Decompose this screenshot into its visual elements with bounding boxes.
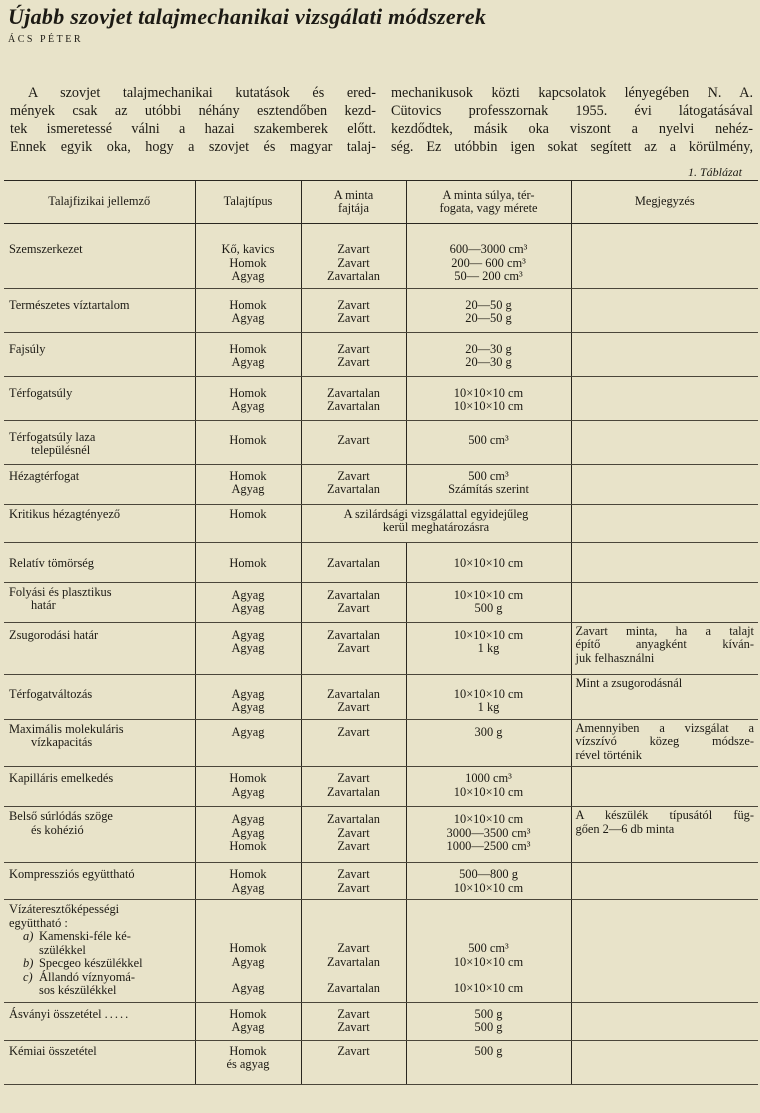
sample-size: 10×10×10 cm bbox=[453, 555, 524, 570]
property-line: Kompressziós együttható bbox=[9, 867, 135, 881]
property-line: Ásványi összetétel bbox=[9, 1006, 102, 1021]
sample-size: 500 cm³ bbox=[468, 468, 509, 483]
cell-sample-size bbox=[406, 582, 571, 622]
sample-size: 500 g bbox=[474, 601, 503, 615]
property-line: Kémiai összetétel bbox=[9, 1043, 97, 1058]
property-line: Kapilláris emelkedés bbox=[9, 771, 114, 785]
cell-note-span bbox=[301, 504, 571, 542]
sub-item-label: c) bbox=[23, 969, 33, 984]
remark-line: A készülék típusától füg- bbox=[575, 808, 754, 822]
soil-type: Agyag bbox=[231, 1020, 265, 1034]
sample-kind: Zavart bbox=[337, 1020, 370, 1034]
sample-size: 10×10×10 cm bbox=[453, 812, 524, 826]
cell-soil-type bbox=[195, 582, 301, 622]
cell-soil-type bbox=[195, 224, 301, 289]
cell-sample-kind bbox=[301, 1040, 406, 1084]
sample-kind: Zavart bbox=[337, 242, 370, 256]
cell-soil-type bbox=[195, 622, 301, 674]
table-row bbox=[4, 1002, 758, 1040]
cell-sample-kind bbox=[301, 767, 406, 807]
cell-property bbox=[4, 582, 195, 622]
property-sub-line bbox=[9, 944, 191, 958]
property-line: és kohézió bbox=[31, 822, 84, 837]
cell-sample-kind bbox=[301, 224, 406, 289]
property-line: Belső súrlódás szöge bbox=[9, 809, 113, 823]
table-row bbox=[4, 863, 758, 900]
property-line: Zsugorodási határ bbox=[9, 627, 99, 642]
sample-kind: Zavart bbox=[337, 867, 370, 881]
cell-remark bbox=[571, 674, 758, 719]
cell-property bbox=[4, 504, 195, 542]
sub-item-text: Állandó víznyomá- bbox=[39, 969, 136, 984]
table-row bbox=[4, 420, 758, 464]
soil-type: Homok bbox=[229, 1006, 267, 1021]
soil-type: Agyag bbox=[231, 724, 265, 739]
cell-remark bbox=[571, 504, 758, 542]
sample-size: 200— 600 cm³ bbox=[451, 255, 526, 270]
remark-line: rével történik bbox=[575, 747, 642, 762]
cell-sample-kind bbox=[301, 1002, 406, 1040]
cell-sample-size bbox=[406, 332, 571, 376]
cell-property bbox=[4, 376, 195, 420]
sample-kind: Zavart bbox=[337, 255, 370, 270]
cell-sample-kind bbox=[301, 332, 406, 376]
cell-sample-size bbox=[406, 288, 571, 332]
table-row bbox=[4, 582, 758, 622]
cell-remark bbox=[571, 863, 758, 900]
cell-sample-size bbox=[406, 767, 571, 807]
span-note-line: A szilárdsági vizsgálattal egyidejűleg bbox=[343, 506, 529, 521]
sample-size: Számítás szerint bbox=[448, 482, 529, 496]
sample-size: 1 kg bbox=[477, 641, 500, 655]
cell-property bbox=[4, 420, 195, 464]
cell-sample-kind bbox=[301, 622, 406, 674]
cell-remark bbox=[571, 288, 758, 332]
cell-soil-type bbox=[195, 1002, 301, 1040]
cell-property bbox=[4, 674, 195, 719]
cell-sample-kind bbox=[301, 288, 406, 332]
intro-line: ség. Ez utóbbin igen sokat segített az a körülmény, bbox=[391, 139, 753, 155]
soil-type: Agyag bbox=[231, 784, 265, 799]
intro-line: Ennek egyik oka, hogy a szovjet és magyar talaj- bbox=[10, 139, 376, 155]
property-line: vízkapacitás bbox=[31, 735, 93, 749]
cell-property bbox=[4, 542, 195, 582]
header-line: A minta bbox=[333, 187, 374, 202]
sub-item-text: szülékkel bbox=[39, 942, 86, 957]
table-row bbox=[4, 719, 758, 767]
cell-soil-type bbox=[195, 767, 301, 807]
sample-size: 10×10×10 cm bbox=[453, 385, 524, 400]
table-row bbox=[4, 622, 758, 674]
sample-size: 1 kg bbox=[477, 700, 500, 714]
cell-sample-kind bbox=[301, 807, 406, 863]
sample-kind: Zavartalan bbox=[327, 686, 380, 701]
cell-remark bbox=[571, 332, 758, 376]
intro-line: kezdődtek, másik oka viszont a nyelvi nehéz- bbox=[391, 121, 753, 137]
property-line: Szemszerkezet bbox=[9, 242, 83, 256]
table-row bbox=[4, 674, 758, 719]
cell-soil-type bbox=[195, 674, 301, 719]
property-line: Relatív tömörség bbox=[9, 555, 94, 570]
cell-soil-type bbox=[195, 504, 301, 542]
sample-size: 600—3000 cm³ bbox=[449, 242, 528, 256]
soil-type: Homok bbox=[229, 297, 267, 312]
sample-size: 3000—3500 cm³ bbox=[446, 825, 531, 840]
sample-size: 500 cm³ bbox=[468, 432, 509, 447]
cell-soil-type bbox=[195, 542, 301, 582]
sample-size: 10×10×10 cm bbox=[453, 784, 524, 799]
soil-type: Agyag bbox=[231, 880, 265, 895]
sample-kind: Zavartalan bbox=[327, 555, 380, 570]
cell-remark bbox=[571, 420, 758, 464]
soil-type: Kő, kavics bbox=[221, 242, 275, 256]
cell-soil-type bbox=[195, 464, 301, 504]
remark-line: vízszívó közeg módsze- bbox=[575, 734, 754, 748]
sample-kind: Zavart bbox=[337, 839, 370, 853]
cell-sample-size bbox=[406, 622, 571, 674]
header-soil-type: Talajtípus bbox=[195, 181, 301, 224]
intro-line: tek ismeretessé válni a hazai szakemberek előtt. bbox=[10, 121, 376, 137]
sample-size: 300 g bbox=[474, 724, 503, 739]
cell-property bbox=[4, 288, 195, 332]
table-row bbox=[4, 288, 758, 332]
soil-type: Agyag bbox=[231, 700, 265, 714]
soil-type: Homok bbox=[229, 255, 267, 270]
sample-kind: Zavart bbox=[337, 341, 370, 356]
sample-kind: Zavart bbox=[337, 724, 370, 739]
sample-kind: Zavart bbox=[337, 355, 370, 369]
property-line: Kritikus hézagtényező bbox=[9, 506, 121, 521]
remark-line: Zavart minta, ha a talajt bbox=[575, 623, 754, 638]
cell-sample-size bbox=[406, 807, 571, 863]
sample-size: 1000 cm³ bbox=[465, 771, 512, 785]
cell-remark bbox=[571, 1040, 758, 1084]
header-sample-size bbox=[406, 181, 571, 224]
remark-line: juk felhasználni bbox=[575, 650, 655, 665]
table-row bbox=[4, 807, 758, 863]
cell-sample-kind bbox=[301, 542, 406, 582]
sample-kind: Zavart bbox=[337, 297, 370, 312]
intro-line: Cütovics professzornak 1955. évi látogatásával bbox=[391, 103, 753, 119]
cell-sample-kind bbox=[301, 674, 406, 719]
sample-kind: Zavartalan bbox=[327, 812, 380, 826]
sub-item-text: Specgeo készülékkel bbox=[39, 956, 143, 970]
sample-size: 500 g bbox=[474, 1043, 503, 1058]
cell-property bbox=[4, 332, 195, 376]
intro-line: mények csak az utóbbi néhány esztendőben kezd- bbox=[10, 103, 376, 119]
sub-item-text: Kamenski-féle ké- bbox=[39, 929, 131, 943]
sample-size: 20—30 g bbox=[465, 341, 512, 356]
cell-soil-type bbox=[195, 420, 301, 464]
cell-soil-type bbox=[195, 288, 301, 332]
sample-kind: Zavartalan bbox=[327, 399, 380, 413]
leader-dots: ..... bbox=[104, 1006, 131, 1021]
sample-kind: Zavartalan bbox=[327, 954, 380, 969]
soil-type: Agyag bbox=[231, 981, 265, 995]
sample-kind: Zavart bbox=[337, 1006, 370, 1021]
sample-kind: Zavartalan bbox=[327, 587, 380, 602]
remark-line: építő anyagként kíván- bbox=[575, 637, 754, 651]
table-row bbox=[4, 1040, 758, 1084]
header-remark: Megjegyzés bbox=[571, 181, 758, 224]
sample-kind: Zavart bbox=[337, 825, 370, 840]
cell-remark bbox=[571, 542, 758, 582]
sample-kind: Zavart bbox=[337, 641, 370, 655]
sample-size: 10×10×10 cm bbox=[453, 587, 524, 602]
sample-size: 10×10×10 cm bbox=[453, 627, 524, 642]
header-line: A minta súlya, tér- bbox=[442, 187, 535, 202]
sub-item-label: a) bbox=[23, 929, 34, 943]
soil-type: Agyag bbox=[231, 954, 265, 969]
sample-kind: Zavart bbox=[337, 700, 370, 714]
intro-line: A szovjet talajmechanikai kutatások és ered- bbox=[28, 85, 376, 101]
remark-line: Mint a zsugorodásnál bbox=[575, 675, 683, 690]
cell-remark bbox=[571, 900, 758, 1003]
table-row bbox=[4, 224, 758, 289]
cell-sample-size bbox=[406, 1002, 571, 1040]
sample-size: 10×10×10 cm bbox=[453, 686, 524, 701]
soil-type: Agyag bbox=[231, 825, 265, 840]
cell-sample-size bbox=[406, 863, 571, 900]
soil-type: Homok bbox=[229, 771, 267, 785]
cell-sample-kind bbox=[301, 464, 406, 504]
cell-sample-size bbox=[406, 420, 571, 464]
cell-property bbox=[4, 900, 195, 1003]
soil-type: és agyag bbox=[226, 1057, 270, 1071]
sample-kind: Zavart bbox=[337, 941, 370, 955]
intro-column-right bbox=[391, 84, 753, 156]
header-property: Talajfizikai jellemző bbox=[4, 181, 195, 224]
soil-type: Homok bbox=[229, 385, 267, 400]
sample-size: 500 g bbox=[474, 1020, 503, 1034]
property-line: Folyási és plasztikus bbox=[9, 584, 112, 599]
sample-size: 50— 200 cm³ bbox=[454, 269, 523, 283]
intro-column-left bbox=[10, 84, 376, 156]
cell-soil-type bbox=[195, 863, 301, 900]
soil-type: Homok bbox=[229, 468, 267, 483]
cell-sample-size bbox=[406, 674, 571, 719]
cell-sample-kind bbox=[301, 863, 406, 900]
article-author: ÁCS PÉTER bbox=[8, 34, 84, 45]
property-line: együttható : bbox=[9, 915, 68, 930]
table-row bbox=[4, 376, 758, 420]
property-line: Vízáteresztőképességi bbox=[9, 902, 120, 916]
sample-size: 500 g bbox=[474, 1006, 503, 1021]
soil-type: Agyag bbox=[231, 311, 265, 325]
sample-kind: Zavart bbox=[337, 880, 370, 895]
span-note-line: kerül meghatározásra bbox=[382, 520, 490, 534]
cell-soil-type bbox=[195, 807, 301, 863]
soil-type: Agyag bbox=[231, 627, 265, 642]
table-body bbox=[4, 224, 758, 1085]
table-row bbox=[4, 332, 758, 376]
cell-remark bbox=[571, 464, 758, 504]
property-line: Fajsúly bbox=[9, 341, 46, 356]
cell-property bbox=[4, 464, 195, 504]
sample-kind: Zavart bbox=[337, 432, 370, 447]
property-line: Térfogatsúly laza bbox=[9, 429, 96, 444]
cell-property bbox=[4, 863, 195, 900]
cell-remark bbox=[571, 224, 758, 289]
table-row bbox=[4, 542, 758, 582]
cell-soil-type bbox=[195, 719, 301, 767]
header-line: fogata, vagy mérete bbox=[439, 201, 538, 215]
soil-type: Homok bbox=[229, 555, 267, 570]
sample-kind: Zavart bbox=[337, 311, 370, 325]
cell-property bbox=[4, 224, 195, 289]
soil-type: Agyag bbox=[231, 641, 265, 655]
sample-size: 500 cm³ bbox=[468, 941, 509, 955]
soil-type: Homok bbox=[229, 432, 267, 447]
header-line: fajtája bbox=[338, 201, 369, 215]
soil-type: Agyag bbox=[231, 601, 265, 615]
header-sample-kind bbox=[301, 181, 406, 224]
cell-property bbox=[4, 719, 195, 767]
sample-kind: Zavartalan bbox=[327, 627, 380, 642]
article-title: Újabb szovjet talajmechanikai vizsgálati módszerek bbox=[8, 4, 487, 29]
sample-kind: Zavart bbox=[337, 468, 370, 483]
sample-kind: Zavartalan bbox=[327, 385, 380, 400]
remark-line: Amennyiben a vizsgálat a bbox=[575, 720, 754, 735]
cell-property bbox=[4, 1002, 195, 1040]
sample-kind: Zavartalan bbox=[327, 784, 380, 799]
sample-kind: Zavartalan bbox=[327, 482, 380, 496]
cell-property bbox=[4, 622, 195, 674]
property-line: határ bbox=[31, 598, 56, 612]
cell-soil-type bbox=[195, 376, 301, 420]
soil-type: Homok bbox=[229, 941, 267, 955]
cell-remark bbox=[571, 719, 758, 767]
cell-sample-size bbox=[406, 464, 571, 504]
table-caption: 1. Táblázat bbox=[687, 165, 742, 179]
sample-size: 1000—2500 cm³ bbox=[446, 839, 531, 853]
soil-type: Agyag bbox=[231, 686, 265, 701]
soil-type: Agyag bbox=[231, 587, 265, 602]
cell-sample-kind bbox=[301, 900, 406, 1003]
property-sub-line bbox=[9, 957, 191, 971]
soil-type: Agyag bbox=[231, 482, 265, 496]
cell-sample-size bbox=[406, 376, 571, 420]
cell-remark bbox=[571, 767, 758, 807]
soil-type: Agyag bbox=[231, 399, 265, 413]
soil-type: Homok bbox=[229, 506, 267, 521]
cell-sample-size bbox=[406, 1040, 571, 1084]
sample-size: 20—50 g bbox=[465, 311, 512, 325]
cell-sample-kind bbox=[301, 582, 406, 622]
property-sub-line bbox=[9, 971, 191, 985]
cell-sample-kind bbox=[301, 719, 406, 767]
soil-type: Homok bbox=[229, 341, 267, 356]
property-sub-line bbox=[9, 984, 191, 998]
cell-sample-size bbox=[406, 224, 571, 289]
soil-type: Agyag bbox=[231, 812, 265, 826]
cell-property bbox=[4, 807, 195, 863]
cell-property bbox=[4, 767, 195, 807]
cell-sample-size bbox=[406, 542, 571, 582]
table-row bbox=[4, 464, 758, 504]
soil-type: Homok bbox=[229, 1043, 267, 1058]
sample-size: 10×10×10 cm bbox=[453, 981, 524, 995]
cell-remark bbox=[571, 1002, 758, 1040]
sample-kind: Zavartalan bbox=[327, 269, 380, 283]
remark-line: gően 2—6 db minta bbox=[575, 821, 675, 836]
sample-size: 10×10×10 cm bbox=[453, 880, 524, 895]
sample-size: 10×10×10 cm bbox=[453, 399, 524, 413]
soil-test-table bbox=[4, 180, 758, 1085]
sample-kind: Zavart bbox=[337, 601, 370, 615]
cell-remark bbox=[571, 582, 758, 622]
sub-item-text: sos készülékkel bbox=[39, 983, 117, 997]
property-line: Maximális molekuláris bbox=[9, 721, 124, 736]
cell-remark bbox=[571, 376, 758, 420]
cell-sample-kind bbox=[301, 376, 406, 420]
property-line: Térfogatváltozás bbox=[9, 686, 93, 701]
cell-sample-size bbox=[406, 900, 571, 1003]
property-line: Természetes víztartalom bbox=[9, 297, 130, 312]
cell-remark bbox=[571, 622, 758, 674]
cell-soil-type bbox=[195, 1040, 301, 1084]
property-line: településnél bbox=[31, 443, 91, 457]
cell-sample-kind bbox=[301, 420, 406, 464]
intro-line: mechanikusok közti kapcsolatok lényegében N. A. bbox=[391, 85, 753, 101]
cell-property bbox=[4, 1040, 195, 1084]
cell-remark bbox=[571, 807, 758, 863]
table-row bbox=[4, 767, 758, 807]
table-row bbox=[4, 900, 758, 1003]
cell-soil-type bbox=[195, 332, 301, 376]
property-line: Térfogatsúly bbox=[9, 385, 73, 400]
cell-sample-size bbox=[406, 719, 571, 767]
sample-kind: Zavart bbox=[337, 1043, 370, 1058]
sample-size: 10×10×10 cm bbox=[453, 954, 524, 969]
property-line-wrap bbox=[9, 1008, 191, 1022]
sample-kind: Zavartalan bbox=[327, 981, 380, 995]
soil-type: Agyag bbox=[231, 355, 265, 369]
table-header-row bbox=[4, 181, 758, 224]
soil-type: Agyag bbox=[231, 269, 265, 283]
sample-size: 500—800 g bbox=[459, 867, 518, 881]
sample-size: 20—50 g bbox=[465, 297, 512, 312]
table-row bbox=[4, 504, 758, 542]
property-sub-line bbox=[9, 930, 191, 944]
sub-item-label: b) bbox=[23, 956, 34, 970]
property-line: Hézagtérfogat bbox=[9, 468, 80, 483]
soil-type: Homok bbox=[229, 867, 267, 881]
sample-kind: Zavart bbox=[337, 771, 370, 785]
soil-type: Homok bbox=[229, 839, 267, 853]
sample-size: 20—30 g bbox=[465, 355, 512, 369]
cell-soil-type bbox=[195, 900, 301, 1003]
